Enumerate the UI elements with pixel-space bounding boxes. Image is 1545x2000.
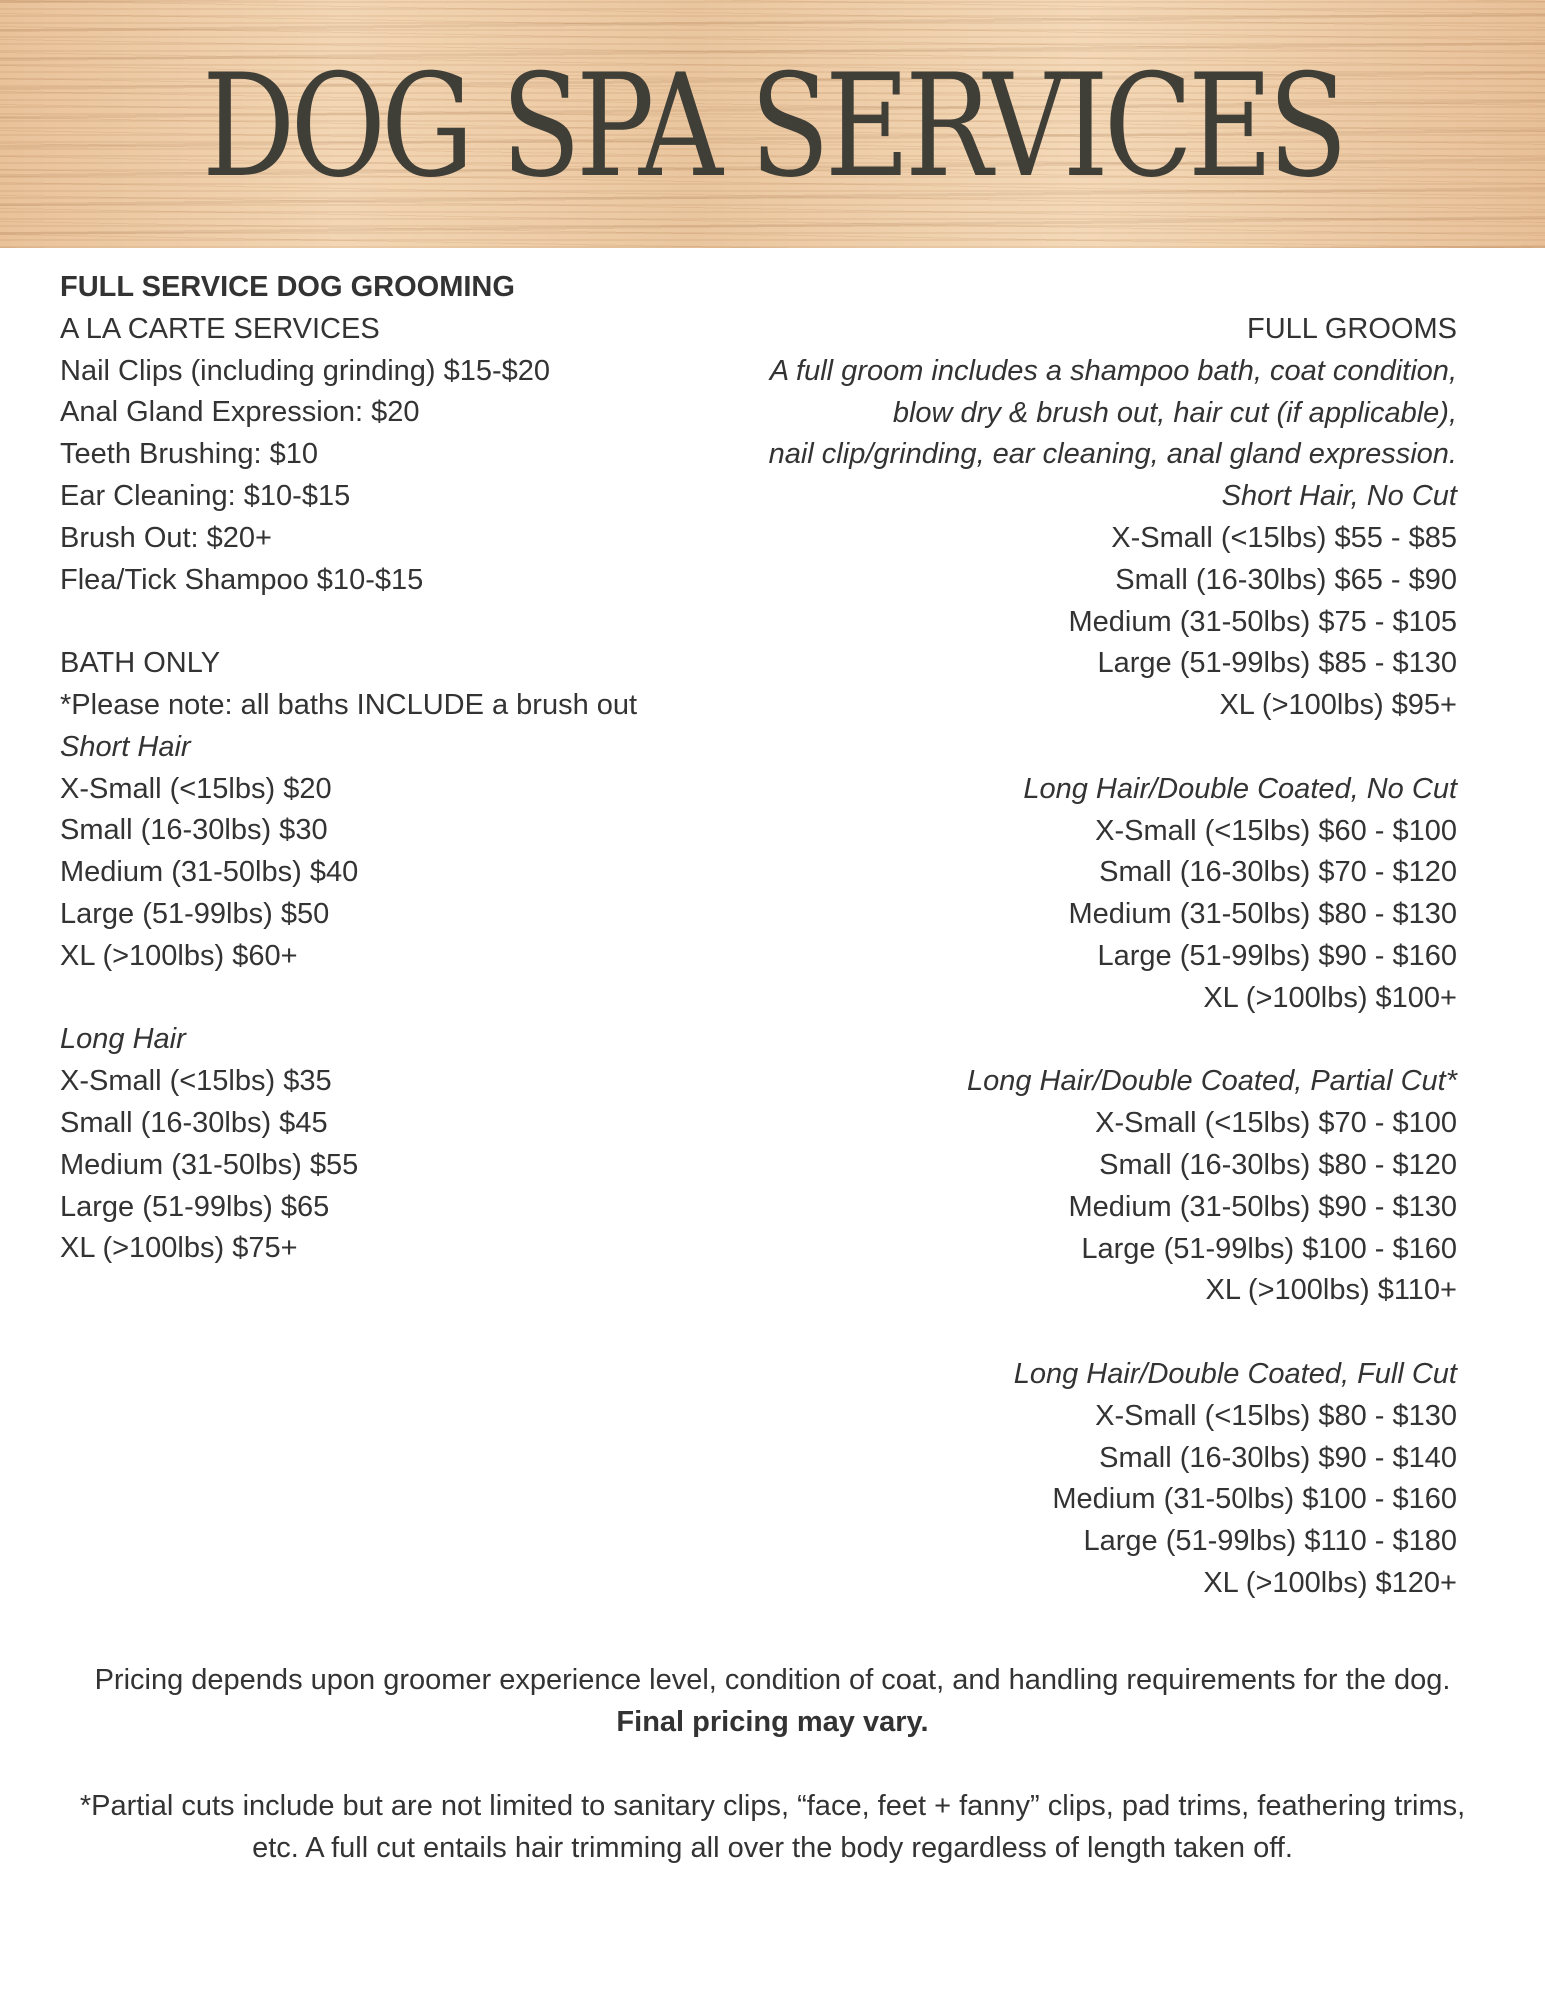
bath-price: Large (51-99lbs) $65 (60, 1190, 330, 1223)
groom-price: Medium (31-50lbs) $75 - $105 (1068, 605, 1457, 638)
full-groom-description: blow dry & brush out, hair cut (if applicable), (892, 396, 1457, 429)
groom-price: Large (51-99lbs) $90 - $160 (1097, 939, 1457, 972)
short-hair-label: Short Hair (60, 730, 191, 763)
page-title: DOG SPA SERVICES (202, 44, 1343, 209)
groom-price: X-Small (<15lbs) $70 - $100 (1095, 1107, 1457, 1140)
ala-carte-item: Flea/Tick Shampoo $10-$15 (60, 563, 424, 596)
groom-price: XL (>100lbs) $95+ (1219, 689, 1457, 722)
groom-price: XL (>100lbs) $120+ (1203, 1566, 1457, 1599)
groom-price: Small (16-30lbs) $65 - $90 (1115, 563, 1457, 596)
section-heading: FULL SERVICE DOG GROOMING (60, 271, 515, 303)
groom-price: XL (>100lbs) $100+ (1203, 981, 1457, 1014)
bath-price: XL (>100lbs) $75+ (60, 1232, 298, 1265)
groom-price: Medium (31-50lbs) $90 - $130 (1068, 1190, 1457, 1223)
groom-price: Small (16-30lbs) $90 - $140 (1099, 1441, 1457, 1474)
footnote-line: *Partial cuts include but are not limited to sanitary clips, “face, feet + fanny” clips, pad trims, feathering trims, (79, 1790, 1466, 1822)
groom-price: X-Small (<15lbs) $80 - $130 (1095, 1399, 1457, 1432)
bath-price: Small (16-30lbs) $45 (60, 1106, 328, 1139)
pricing-note: Pricing depends upon groomer experience level, condition of coat, and handling requirements for the dog. (94, 1664, 1451, 1696)
groom-price: Medium (31-50lbs) $80 - $130 (1068, 898, 1457, 931)
ala-carte-title: A LA CARTE SERVICES (60, 312, 380, 345)
groom-price: Medium (31-50lbs) $100 - $160 (1052, 1483, 1457, 1516)
groom-price: Large (51-99lbs) $100 - $160 (1081, 1232, 1457, 1265)
groom-section-label: Long Hair/Double Coated, No Cut (1023, 772, 1457, 805)
bath-price: Large (51-99lbs) $50 (60, 897, 330, 930)
wood-header-banner (0, 0, 1545, 248)
ala-carte-item: Anal Gland Expression: $20 (60, 396, 420, 429)
bath-only-title: BATH ONLY (60, 647, 221, 680)
groom-price: X-Small (<15lbs) $55 - $85 (1111, 521, 1457, 554)
groom-section-label: Long Hair/Double Coated, Partial Cut* (966, 1065, 1457, 1098)
ala-carte-item: Brush Out: $20+ (60, 521, 272, 554)
full-groom-description: nail clip/grinding, ear cleaning, anal gland expression. (768, 438, 1457, 471)
bath-price: XL (>100lbs) $60+ (60, 939, 298, 972)
right-column (700, 309, 1457, 1605)
final-pricing-note: Final pricing may vary. (616, 1705, 929, 1738)
groom-price: Large (51-99lbs) $85 - $130 (1097, 647, 1457, 680)
full-groom-description: A full groom includes a shampoo bath, coat condition, (769, 354, 1457, 387)
long-hair-label: Long Hair (60, 1023, 186, 1056)
bath-price: Medium (31-50lbs) $55 (60, 1148, 359, 1181)
ala-carte-item: Teeth Brushing: $10 (60, 438, 318, 471)
groom-price: XL (>100lbs) $110+ (1205, 1274, 1457, 1307)
groom-section-label: Short Hair, No Cut (1221, 480, 1457, 513)
ala-carte-item: Nail Clips (including grinding) $15-$20 (60, 354, 551, 387)
groom-section-label: Long Hair/Double Coated, Full Cut (1013, 1357, 1457, 1390)
footnote-line: etc. A full cut entails hair trimming all over the body regardless of length taken off. (252, 1831, 1293, 1864)
groom-price: Large (51-99lbs) $110 - $180 (1083, 1525, 1457, 1558)
partial-cut-footnote (0, 1786, 1545, 1870)
left-column (60, 267, 760, 1270)
groom-price: X-Small (<15lbs) $60 - $100 (1095, 814, 1457, 847)
groom-price: Small (16-30lbs) $70 - $120 (1099, 856, 1457, 889)
bath-note: *Please note: all baths INCLUDE a brush out (60, 688, 638, 721)
full-grooms-title: FULL GROOMS (1246, 313, 1457, 345)
pricing-footer (0, 1660, 1545, 1744)
bath-price: Medium (31-50lbs) $40 (60, 856, 359, 889)
bath-price: X-Small (<15lbs) $35 (60, 1065, 332, 1098)
groom-price: Small (16-30lbs) $80 - $120 (1099, 1148, 1457, 1181)
bath-price: Small (16-30lbs) $30 (60, 814, 328, 847)
bath-price: X-Small (<15lbs) $20 (60, 772, 332, 805)
ala-carte-item: Ear Cleaning: $10-$15 (60, 479, 351, 512)
